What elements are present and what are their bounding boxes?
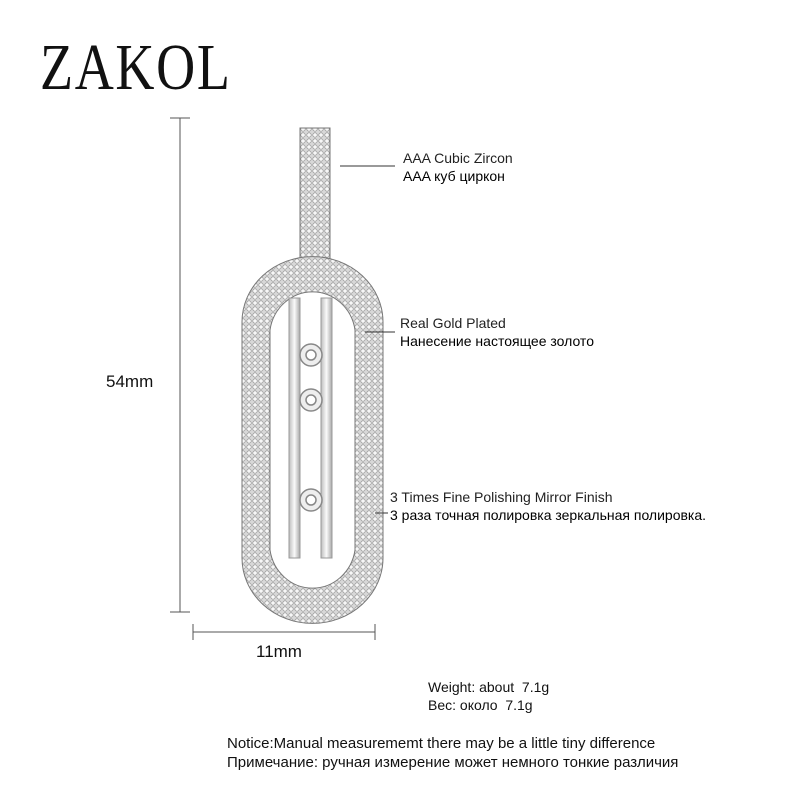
brand-logo: ZAKOL: [40, 31, 232, 104]
feature-en: AAA Cubic Zircon: [403, 150, 513, 166]
weight-info: [428, 678, 549, 714]
zircon-stones: [300, 344, 322, 511]
feature-ru: Нанесение настоящее золото: [400, 333, 594, 349]
feature-zircon: [403, 149, 513, 185]
top-pave-bar: [300, 128, 330, 263]
feature-en: 3 Times Fine Polishing Mirror Finish: [390, 489, 613, 505]
oval-pave-frame: [242, 257, 383, 624]
notice: [227, 734, 678, 772]
right-slide-bar: [321, 298, 332, 558]
feature-polishing: [390, 488, 706, 524]
height-dimension-line: [170, 118, 190, 612]
weight-ru: Вес: около 7.1g: [428, 697, 533, 713]
weight-en: Weight: about 7.1g: [428, 679, 550, 695]
feature-en: Real Gold Plated: [400, 315, 506, 331]
notice-en: Notice:Manual measurememt there may be a little tiny difference: [227, 735, 656, 752]
notice-ru: Примечание: ручная измерение может немного тонкие различия: [227, 754, 679, 771]
width-dimension-line: [193, 624, 375, 640]
feature-gold-plated: [400, 314, 594, 350]
left-slide-bar: [289, 298, 300, 558]
height-label: 54mm: [106, 372, 154, 391]
feature-ru: AAA куб циркон: [403, 168, 505, 184]
width-label: 11mm: [256, 642, 302, 661]
feature-ru: 3 раза точная полировка зеркальная полировка.: [390, 507, 707, 523]
